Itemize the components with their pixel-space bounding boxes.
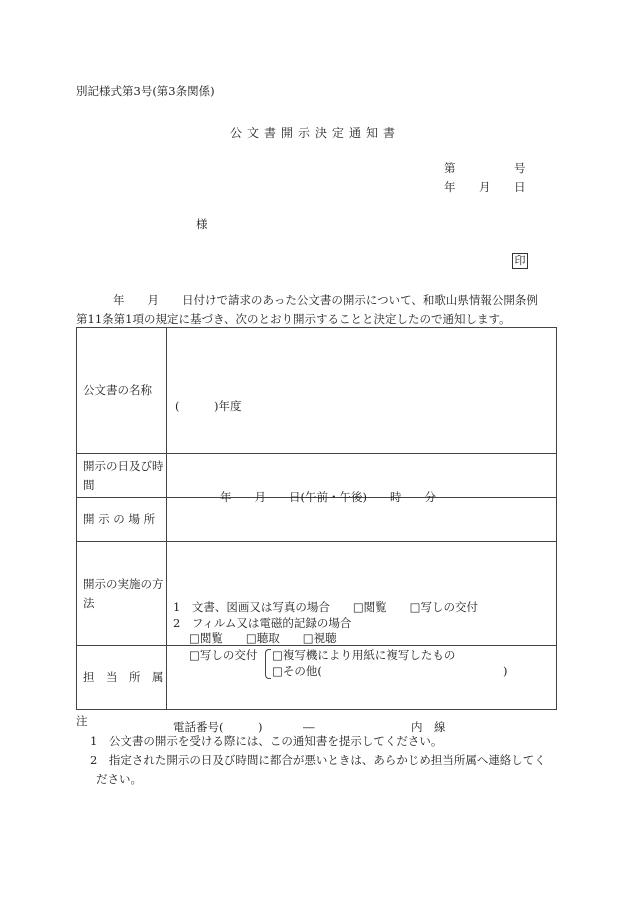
method-cell [167, 542, 557, 678]
date-day: 日 [514, 180, 526, 194]
document-name-cell [167, 328, 557, 454]
datetime-cell [167, 454, 557, 504]
row-datetime [77, 454, 557, 498]
row-document-name [77, 328, 557, 454]
body-line-1: 年 月 日付けで請求のあった公文書の開示について、和歌山県情報公開条例 [113, 293, 538, 307]
note-item-2-continued: ださい。 [96, 772, 142, 786]
copy-option-2-close: ) [503, 663, 508, 678]
extension-label: 内 線 [411, 719, 446, 734]
phone-label: 電話番号( ) [173, 719, 263, 734]
seal-mark: 印 [512, 253, 528, 269]
notes-heading: 注 [76, 714, 88, 728]
datetime-label: 開示の日及び時間 [77, 454, 167, 498]
body-line-2: 第11条第1項の規定に基づき、次のとおり開示することと決定したので通知します。 [76, 312, 511, 326]
method-line-1: 1 文書、図画又は写真の場合 □閲覧 □写しの交付 [173, 599, 479, 614]
date-year: 年 [444, 180, 456, 194]
place-cell [167, 498, 557, 542]
recipient-suffix: 様 [196, 217, 208, 231]
disclosure-table [76, 327, 557, 734]
document-name-value: ( )年度 [175, 398, 242, 413]
row-place [77, 498, 557, 542]
phone-dash: ― [303, 719, 315, 734]
method-line-3: □閲覧 □聴取 □視聴 [189, 630, 337, 645]
copy-option-2: □その他( [272, 663, 322, 678]
form-label: 別記様式第3号(第3条関係) [76, 84, 215, 98]
method-line-4-prefix: □写しの交付 [189, 647, 258, 662]
number-suffix: 号 [514, 161, 526, 175]
method-label: 開示の実施の方法 [77, 542, 167, 646]
department-label: 担 当 所 属 [77, 646, 167, 710]
note-item-1: 1 公文書の開示を受ける際には、この通知書を提示してください。 [90, 734, 443, 748]
document-name-label: 公文書の名称 [77, 328, 167, 454]
options-brace [265, 649, 271, 679]
method-line-2: 2 フィルム又は電磁的記録の場合 [173, 615, 352, 630]
date-month: 月 [479, 180, 491, 194]
place-label: 開 示 の 場 所 [77, 498, 167, 542]
row-method [77, 542, 557, 646]
copy-option-1: □複写機により用紙に複写したもの [272, 647, 456, 662]
number-prefix: 第 [444, 161, 456, 175]
document-title: 公文書開示決定通知書 [229, 126, 400, 140]
datetime-value: 年 月 日(午前・午後) 時 分 [220, 489, 436, 504]
note-item-2: 2 指定された開示の日及び時間に都合が悪いときは、あらかじめ担当所属へ連絡してく [90, 753, 546, 767]
